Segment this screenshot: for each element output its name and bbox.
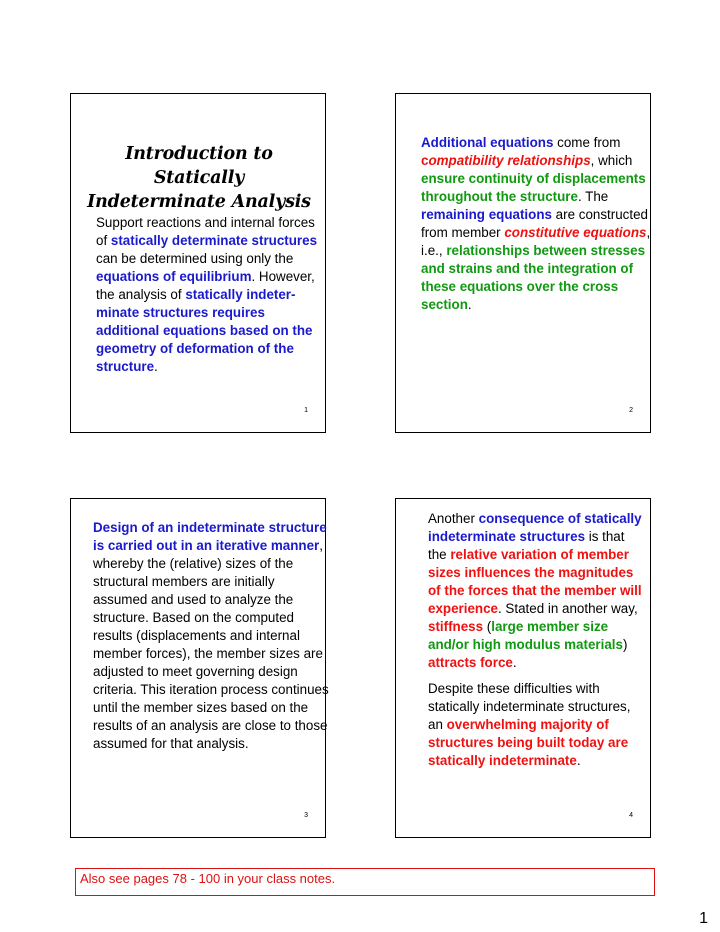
text-run: are constructed from member <box>421 207 648 240</box>
text-run: Support reactions and internal forces of <box>96 215 315 248</box>
text-run: . Stated in another way, <box>497 601 638 616</box>
slide-4 <box>395 498 651 838</box>
highlighted-text-run: overwhelming majority of structures being built today are statically indeterminate <box>428 717 629 768</box>
slide-title <box>81 142 317 214</box>
slide-body <box>428 510 642 770</box>
slide-title-line-1: Introduction to Statically <box>125 144 273 188</box>
text-run: Another <box>428 511 479 526</box>
highlighted-text-run: c <box>421 153 429 168</box>
highlighted-text-run: statically indeter-minate structures requires additional equations based on the geometry of deformation of the structure <box>96 287 313 374</box>
text-run: . However, the analysis of <box>96 269 315 302</box>
highlighted-text-run: ompatibility relationships <box>428 153 591 168</box>
highlighted-text-run: consequence of statically indeterminate structures <box>428 511 642 544</box>
text-run: , whereby the (relative) sizes of the structural members are initially assumed and used to analyze the structure. Based on the computed results (displacements and internal member forces), the member sizes are adjusted to meet governing design criteria. This iteration process continues until the member sizes based on the results of an analysis are close to those assumed for that analysis. <box>93 538 329 751</box>
text-run: can be determined using only the <box>96 251 294 266</box>
page-number: 1 <box>699 910 708 927</box>
slide-body <box>96 214 328 376</box>
text-run: . <box>154 359 158 374</box>
slide-page-number: 1 <box>304 407 308 414</box>
highlighted-text-run: stiffness <box>428 619 484 634</box>
text-run: ( <box>483 619 492 634</box>
slide-title-line-2: Indeterminate Analysis <box>87 192 311 212</box>
text-run: . The <box>577 189 609 204</box>
slide-page-number: 3 <box>304 812 308 819</box>
slide-body <box>421 134 653 314</box>
text-run: Despite these difficulties with statically indeterminate structures, an <box>428 681 631 732</box>
text-run: , which <box>590 153 633 168</box>
text-run: ) <box>622 637 628 652</box>
highlighted-text-run: large member size and/or high modulus materials <box>428 619 623 652</box>
slide-page-number: 2 <box>629 407 633 414</box>
text-run: , i.e., <box>421 225 651 258</box>
slide-3 <box>70 498 329 838</box>
footer-note: Also see pages 78 - 100 in your class notes. <box>75 868 655 896</box>
slide-1 <box>70 93 326 433</box>
text-run: . <box>512 655 517 670</box>
slide-2 <box>395 93 651 433</box>
highlighted-text-run: Additional equations <box>421 135 554 150</box>
highlighted-text-run: statically determinate structures <box>110 233 318 248</box>
highlighted-text-run: equations of equilibrium <box>96 269 252 284</box>
highlighted-text-run: remaining equations <box>421 207 552 222</box>
slide-paragraph-1 <box>428 510 642 672</box>
highlighted-text-run: constitutive equations <box>504 225 647 240</box>
highlighted-text-run: relative variation of member sizes influences the magnitudes of the forces that the member will experience <box>428 547 642 616</box>
text-run: is that the <box>428 529 625 562</box>
highlighted-text-run: attracts force <box>428 655 513 670</box>
slide-paragraph-2 <box>428 680 642 770</box>
text-run: . <box>576 753 581 768</box>
text-run: . <box>467 297 472 312</box>
text-run: come from <box>553 135 621 150</box>
slide-body <box>93 519 329 753</box>
highlighted-text-run: relationships between stresses and strains and the integration of these equations over the cross section <box>421 243 646 312</box>
highlighted-text-run: Design of an indeterminate structure is carried out in an iterative manner <box>93 520 327 553</box>
highlighted-text-run: ensure continuity of displacements throughout the structure <box>421 171 646 204</box>
slide-page-number: 4 <box>629 812 633 819</box>
